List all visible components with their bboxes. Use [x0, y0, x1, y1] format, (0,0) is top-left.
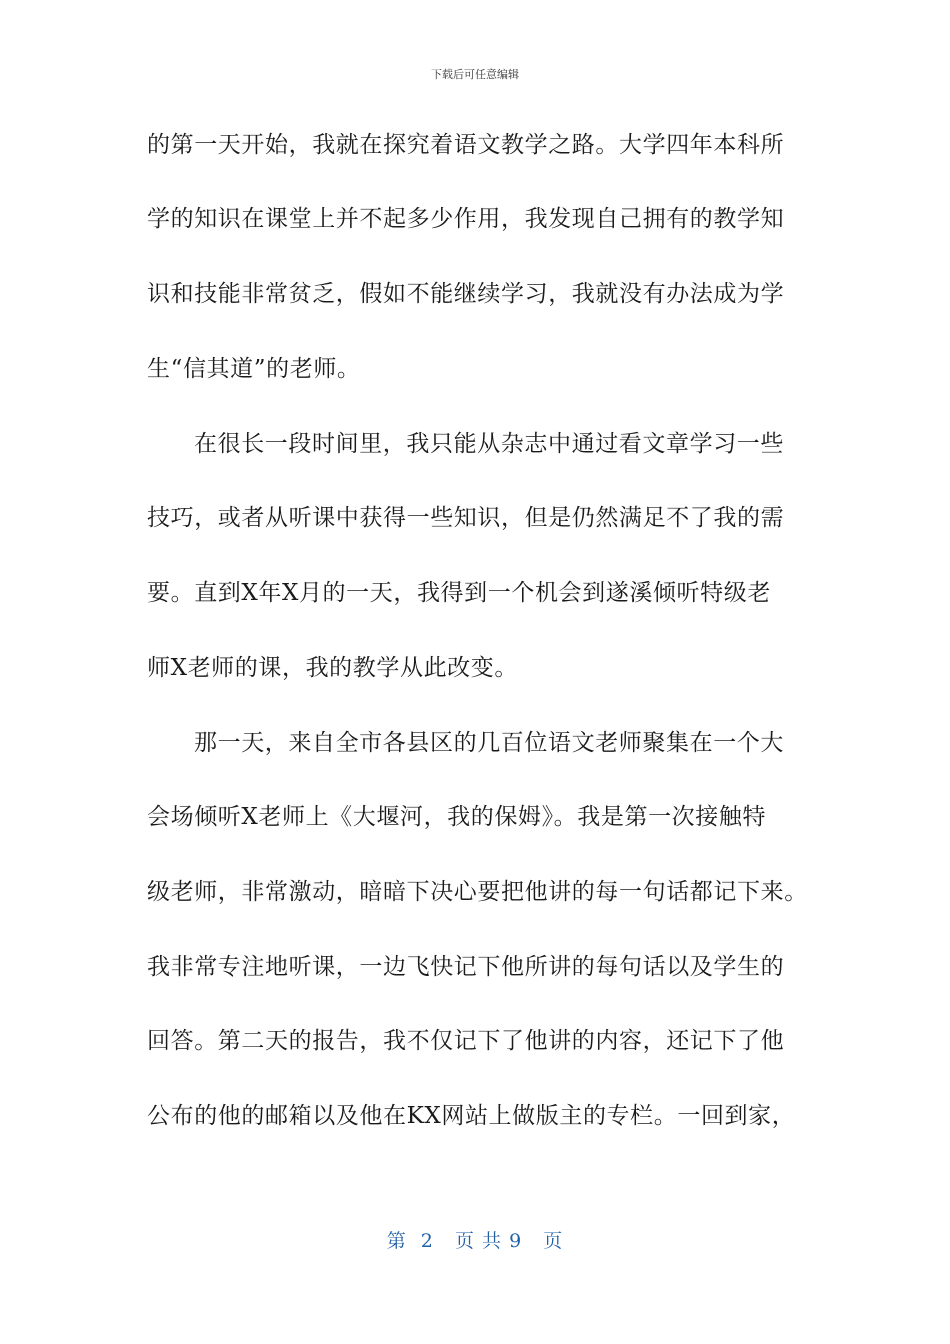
page-number-text: 第 2 页 共 9 页 — [386, 1230, 564, 1252]
page-header: 下载后可任意编辑 — [431, 68, 519, 81]
text-line: 技巧，或者从听课中获得一些知识，但是仍然满足不了我的需 — [147, 505, 785, 531]
text-line: 我非常专注地听课，一边飞快记下他所讲的每句话以及学生的 — [147, 954, 785, 980]
text-line: 学的知识在课堂上并不起多少作用，我发现自己拥有的教学知 — [147, 206, 785, 232]
text-line: 会场倾听X老师上《大堰河，我的保姆》。我是第一次接触特 — [147, 804, 767, 830]
page-number-footer — [0, 1226, 950, 1253]
text-line: 要。直到X年X月的一天，我得到一个机会到遂溪倾听特级老 — [147, 580, 771, 606]
text-line: 师X老师的课，我的教学从此改变。 — [147, 655, 518, 681]
text-line: 公布的他的邮箱以及他在KX网站上做版主的专栏。一回到家， — [147, 1103, 796, 1129]
text-line: 识和技能非常贫乏，假如不能继续学习，我就没有办法成为学 — [147, 281, 785, 307]
text-line: 生“信其道”的老师。 — [147, 356, 361, 382]
paragraph-first-line: 那一天，来自全市各县区的几百位语文老师聚集在一个大 — [194, 730, 784, 756]
text-line: 的第一天开始，我就在探究着语文教学之路。大学四年本科所 — [147, 132, 785, 158]
text-line: 级老师，非常激动，暗暗下决心要把他讲的每一句话都记下来。 — [147, 879, 808, 905]
paragraph-first-line: 在很长一段时间里，我只能从杂志中通过看文章学习一些 — [194, 431, 784, 457]
text-line: 回答。第二天的报告，我不仅记下了他讲的内容，还记下了他 — [147, 1028, 785, 1054]
